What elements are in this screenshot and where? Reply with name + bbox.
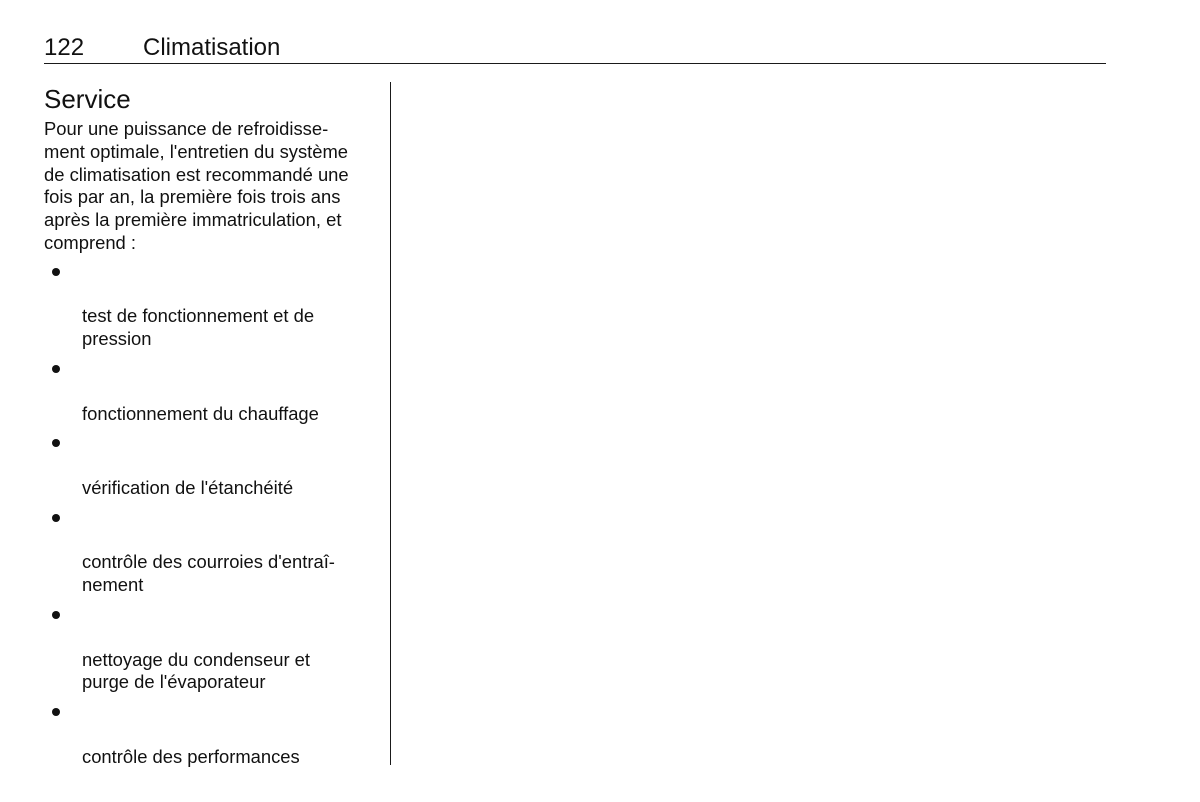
bullet-icon xyxy=(52,268,60,276)
maintenance-list xyxy=(44,260,376,769)
bullet-icon xyxy=(52,365,60,373)
page-header xyxy=(44,34,1106,62)
bullet-icon xyxy=(52,439,60,447)
column-divider xyxy=(390,82,391,765)
list-item xyxy=(44,431,376,499)
bullet-icon xyxy=(52,611,60,619)
bullet-icon xyxy=(52,708,60,716)
list-item-text: nettoyage du condenseur et purge de l'évaporateur xyxy=(82,648,311,693)
chapter-title: Climatisation xyxy=(143,34,281,61)
left-column xyxy=(44,84,376,775)
header-divider xyxy=(44,63,1106,64)
list-item xyxy=(44,506,376,597)
page-number: 122 xyxy=(44,34,85,61)
bullet-icon xyxy=(52,514,60,522)
list-item xyxy=(44,700,376,768)
list-item-text: contrôle des courroies d'entraî- nement xyxy=(82,551,335,596)
section-title: Service xyxy=(44,84,131,114)
list-item-text: fonctionnement du chauffage xyxy=(82,402,319,424)
list-item xyxy=(44,260,376,351)
intro-paragraph: Pour une puissance de refroidisse- ment optimale, l'entretien du système de climatisation est recommandé une fois par an, la première fois trois ans après la première immatriculation, et comprend : xyxy=(44,118,349,253)
list-item xyxy=(44,603,376,694)
list-item-text: test de fonctionnement et de pression xyxy=(82,305,315,350)
list-item-text: vérification de l'étanchéité xyxy=(82,476,294,498)
list-item-text: contrôle des performances xyxy=(82,745,300,767)
list-item xyxy=(44,357,376,425)
